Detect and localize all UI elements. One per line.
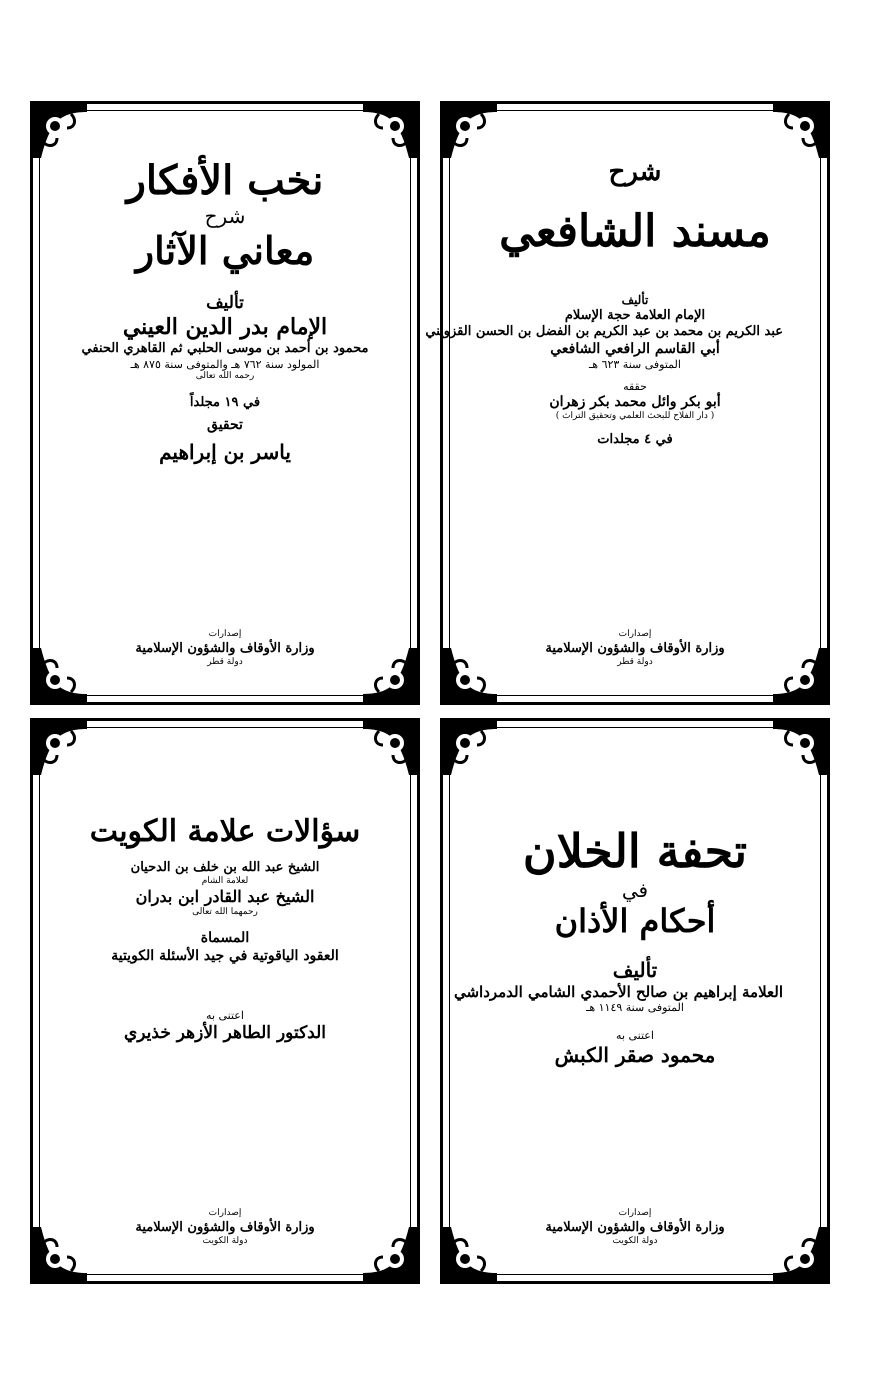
panel-content	[453, 755, 783, 1247]
book-subtitle: معاني الآثار	[135, 228, 315, 273]
editor-name: محمود صقر الكبش	[554, 1042, 716, 1067]
panel-content	[77, 755, 373, 1247]
publisher-prefix: إصدارات	[618, 1208, 652, 1219]
author-death-date: المتوفى سنة ٦٢٣ هـ	[589, 358, 681, 372]
author-full-name: محمود بن أحمد بن موسى الحلبي ثم القاهري الحنفي	[81, 341, 369, 357]
title-page-nukhab-al-afkar	[30, 101, 420, 705]
author-honorific: الإمام العلامة حجة الإسلام	[564, 308, 706, 324]
asker-name: الشيخ عبد الله بن خلف بن الدحيان	[130, 859, 320, 875]
named-label: المسماة	[200, 930, 250, 947]
author-name: العلامة إبراهيم بن صالح الأحمدي الشامي الدمرداشي	[453, 982, 783, 1001]
publisher-prefix: إصدارات	[618, 629, 652, 640]
publisher-country: دولة قطر	[207, 656, 243, 667]
authored-by-label: تأليف	[206, 292, 244, 313]
editor-name: الدكتور الطاهر الأزهر خذيري	[124, 1023, 326, 1043]
panel-content	[425, 138, 783, 668]
to-scholar-label: لعلامة الشام	[201, 875, 249, 886]
author-kunya: أبي القاسم الرافعي الشافعي	[550, 340, 720, 357]
title-page-suaalat-allamat-al-kuwait	[30, 718, 420, 1284]
panel-content	[77, 138, 373, 668]
publisher-country: دولة الكويت	[612, 1235, 658, 1246]
volume-count: في ١٩ مجلداً	[189, 394, 261, 410]
pre-title: شرح	[608, 157, 662, 187]
publisher-country: دولة الكويت	[202, 1235, 248, 1246]
publisher-prefix: إصدارات	[208, 1208, 242, 1219]
title-page-tuhfat-al-khillan	[440, 718, 830, 1284]
edited-by-label: حققه	[623, 379, 647, 393]
author-dates: المولود سنة ٧٦٢ هـ والمتوفى سنة ٨٧٥ هـ	[130, 357, 320, 371]
edited-by-label: اعتنى به	[206, 1009, 244, 1023]
publisher-name: وزارة الأوقاف والشؤون الإسلامية	[135, 640, 315, 656]
title-connector: في	[621, 877, 649, 902]
author-death-date: المتوفى سنة ١١٤٩ هـ	[586, 1001, 684, 1015]
publisher-name: وزارة الأوقاف والشؤون الإسلامية	[135, 1219, 315, 1235]
publisher-country: دولة قطر	[617, 656, 653, 667]
authored-by-label: تأليف	[612, 957, 658, 982]
title-page-musnad-shafii	[425, 101, 830, 705]
editor-name: ياسر بن إبراهيم	[159, 440, 291, 465]
authored-by-label: تأليف	[621, 293, 649, 308]
author-prayer: رحمه الله تعالى	[195, 371, 255, 382]
publisher-prefix: إصدارات	[208, 629, 242, 640]
book-title: مسند الشافعي	[499, 205, 771, 257]
author-name: الإمام بدر الدين العيني	[122, 313, 328, 340]
editor-note: ( دار الفلاح للبحث العلمي وتحقيق التراث )	[555, 411, 715, 422]
alternate-title: العقود الياقوتية في جيد الأسئلة الكويتية	[111, 947, 339, 964]
book-subtitle: أحكام الأذان	[554, 901, 716, 940]
book-title: تحفة الخلان	[522, 824, 748, 878]
title-connector: شرح	[204, 204, 246, 228]
edited-by-label: تحقيق	[207, 416, 243, 433]
publisher-name: وزارة الأوقاف والشؤون الإسلامية	[545, 640, 725, 656]
edited-by-label: اعتنى به	[616, 1029, 654, 1043]
volume-count: في ٤ مجلدات	[597, 432, 673, 448]
scholar-name: الشيخ عبد القادر ابن بدران	[135, 887, 315, 906]
editor-name: أبو بكر وائل محمد بكر زهران	[549, 393, 721, 410]
publisher-name: وزارة الأوقاف والشؤون الإسلامية	[545, 1219, 725, 1235]
prayer-text: رحمهما الله تعالى	[192, 907, 258, 917]
book-title: نخب الأفكار	[126, 157, 324, 204]
author-name: عبد الكريم بن محمد بن عبد الكريم بن الفضل بن الحسن القزويني	[425, 324, 783, 340]
book-title: سؤالات علامة الكويت	[89, 814, 361, 849]
